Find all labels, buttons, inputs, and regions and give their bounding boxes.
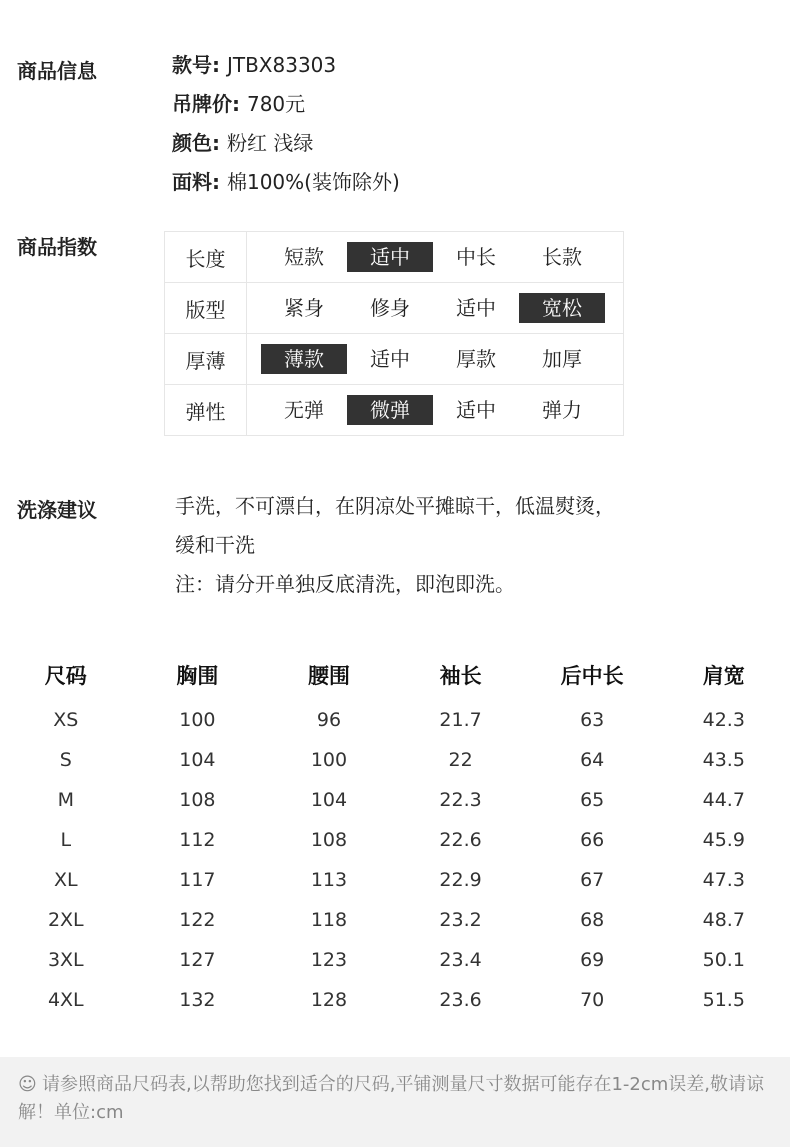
size-cell: 70	[580, 989, 605, 1011]
size-cell: 104	[310, 789, 348, 811]
size-row	[0, 740, 790, 780]
size-cell: 112	[179, 829, 216, 851]
size-cell: 42.3	[702, 709, 745, 731]
washing-line: 手洗，不可漂白，在阴凉处平摊晾干，低温熨烫，	[175, 494, 615, 518]
size-cell: 117	[179, 869, 216, 891]
size-cell: 122	[179, 909, 216, 931]
index-row	[165, 232, 624, 283]
index-options	[247, 395, 623, 425]
size-cell: 104	[179, 749, 216, 771]
size-cell: 50.1	[702, 949, 745, 971]
size-cell: L	[60, 829, 72, 851]
index-options-cell	[247, 232, 624, 283]
size-cell: 22.6	[439, 829, 482, 851]
size-row	[0, 700, 790, 740]
size-cell: 21.7	[439, 709, 482, 731]
product-info-list	[172, 51, 400, 207]
size-cell: XL	[53, 869, 78, 891]
size-cell: 22.9	[439, 869, 482, 891]
index-options	[247, 344, 623, 374]
index-options-cell	[247, 334, 624, 385]
washing-line: 缓和干洗	[175, 533, 255, 557]
size-cell: 66	[580, 829, 605, 851]
size-cell: 44.7	[702, 789, 745, 811]
washing-line: 注：请分开单独反底清洗，即泡即洗。	[175, 572, 515, 596]
index-options-cell	[247, 283, 624, 334]
size-cell: 67	[580, 869, 605, 891]
index-option: 短款	[284, 245, 324, 269]
size-cell: 47.3	[702, 869, 745, 891]
size-cell: 2XL	[47, 909, 84, 931]
size-cell: 68	[580, 909, 605, 931]
size-cell: 123	[310, 949, 348, 971]
size-row	[0, 900, 790, 940]
index-row	[165, 283, 624, 334]
size-row	[0, 940, 790, 980]
index-option: 无弹	[284, 398, 324, 422]
size-header-cell: 袖长	[439, 664, 482, 688]
info-value: 粉红 浅绿	[226, 131, 314, 155]
index-category: 版型	[165, 283, 247, 334]
washing-text	[175, 487, 615, 604]
size-cell: 132	[179, 989, 216, 1011]
size-cell: 63	[580, 709, 605, 731]
info-key: 面料	[172, 170, 212, 194]
index-category: 厚薄	[165, 334, 247, 385]
index-option: 中长	[456, 245, 496, 269]
info-row-color: 颜色: 粉红 浅绿	[172, 131, 314, 155]
size-header-cell: 胸围	[176, 664, 219, 688]
info-row-style-no: 款号: JTBX83303	[172, 53, 337, 77]
size-cell: S	[59, 749, 72, 771]
index-category: 弹性	[165, 385, 247, 436]
index-option-selected: 微弹	[347, 395, 433, 425]
info-row-price: 吊牌价: 780元	[172, 92, 306, 116]
size-cell: 108	[310, 829, 348, 851]
info-value: 780元	[246, 92, 306, 116]
size-cell: 96	[316, 709, 342, 731]
info-key: 吊牌价	[172, 92, 232, 116]
size-cell: 22	[448, 749, 473, 771]
product-index-label: 商品指数	[17, 235, 97, 259]
index-row	[165, 385, 624, 436]
size-header-cell: 尺码	[44, 664, 87, 688]
size-cell: 108	[179, 789, 216, 811]
info-value: JTBX83303	[226, 53, 337, 77]
size-cell: 22.3	[439, 789, 482, 811]
index-option: 厚款	[456, 347, 496, 371]
size-note	[0, 1057, 790, 1147]
size-cell: 118	[310, 909, 348, 931]
size-cell: 48.7	[702, 909, 745, 931]
note-text: 请参照商品尺码表,以帮助您找到适合的尺码,平铺测量尺寸数据可能存在1-2cm误差,敬请谅解！单位:cm	[18, 1074, 764, 1123]
size-cell: 64	[580, 749, 605, 771]
size-cell: 65	[580, 789, 605, 811]
product-info-label: 商品信息	[17, 59, 97, 83]
size-cell: 69	[580, 949, 605, 971]
index-option: 适中	[456, 398, 496, 422]
size-cell: 23.2	[439, 909, 482, 931]
info-key: 颜色	[172, 131, 212, 155]
smile-icon: ☺	[18, 1074, 37, 1095]
index-options	[247, 242, 623, 272]
index-option: 加厚	[542, 347, 582, 371]
size-table	[0, 656, 790, 1020]
size-row	[0, 780, 790, 820]
index-category: 长度	[165, 232, 247, 283]
size-cell: 45.9	[702, 829, 745, 851]
size-cell: 23.4	[439, 949, 482, 971]
size-cell: 100	[179, 709, 216, 731]
size-cell: 23.6	[439, 989, 482, 1011]
size-cell: 4XL	[47, 989, 84, 1011]
index-options-cell	[247, 385, 624, 436]
index-row	[165, 334, 624, 385]
index-option: 弹力	[542, 398, 582, 422]
index-option: 修身	[370, 296, 410, 320]
index-option: 长款	[542, 245, 582, 269]
product-index-table	[164, 231, 624, 436]
index-option: 紧身	[284, 296, 324, 320]
size-header-cell: 腰围	[307, 664, 350, 688]
size-cell: 3XL	[47, 949, 84, 971]
index-option-selected: 适中	[347, 242, 433, 272]
size-header-cell: 肩宽	[702, 664, 745, 688]
size-row	[0, 820, 790, 860]
info-value: 棉100%(装饰除外)	[226, 170, 400, 194]
size-cell: XS	[53, 709, 79, 731]
size-table-header	[0, 656, 790, 700]
info-row-fabric: 面料: 棉100%(装饰除外)	[172, 170, 400, 194]
index-option: 适中	[456, 296, 496, 320]
index-option-selected: 薄款	[261, 344, 347, 374]
size-row	[0, 860, 790, 900]
size-cell: 51.5	[702, 989, 745, 1011]
index-option-selected: 宽松	[519, 293, 605, 323]
size-cell: M	[57, 789, 74, 811]
index-option: 适中	[370, 347, 410, 371]
size-cell: 100	[310, 749, 348, 771]
size-row	[0, 980, 790, 1020]
size-cell: 127	[179, 949, 216, 971]
info-key: 款号	[172, 53, 212, 77]
size-cell: 43.5	[702, 749, 745, 771]
washing-label: 洗涤建议	[17, 498, 97, 522]
size-cell: 128	[310, 989, 348, 1011]
size-cell: 113	[310, 869, 348, 891]
size-header-cell: 后中长	[560, 664, 624, 688]
index-options	[247, 293, 623, 323]
